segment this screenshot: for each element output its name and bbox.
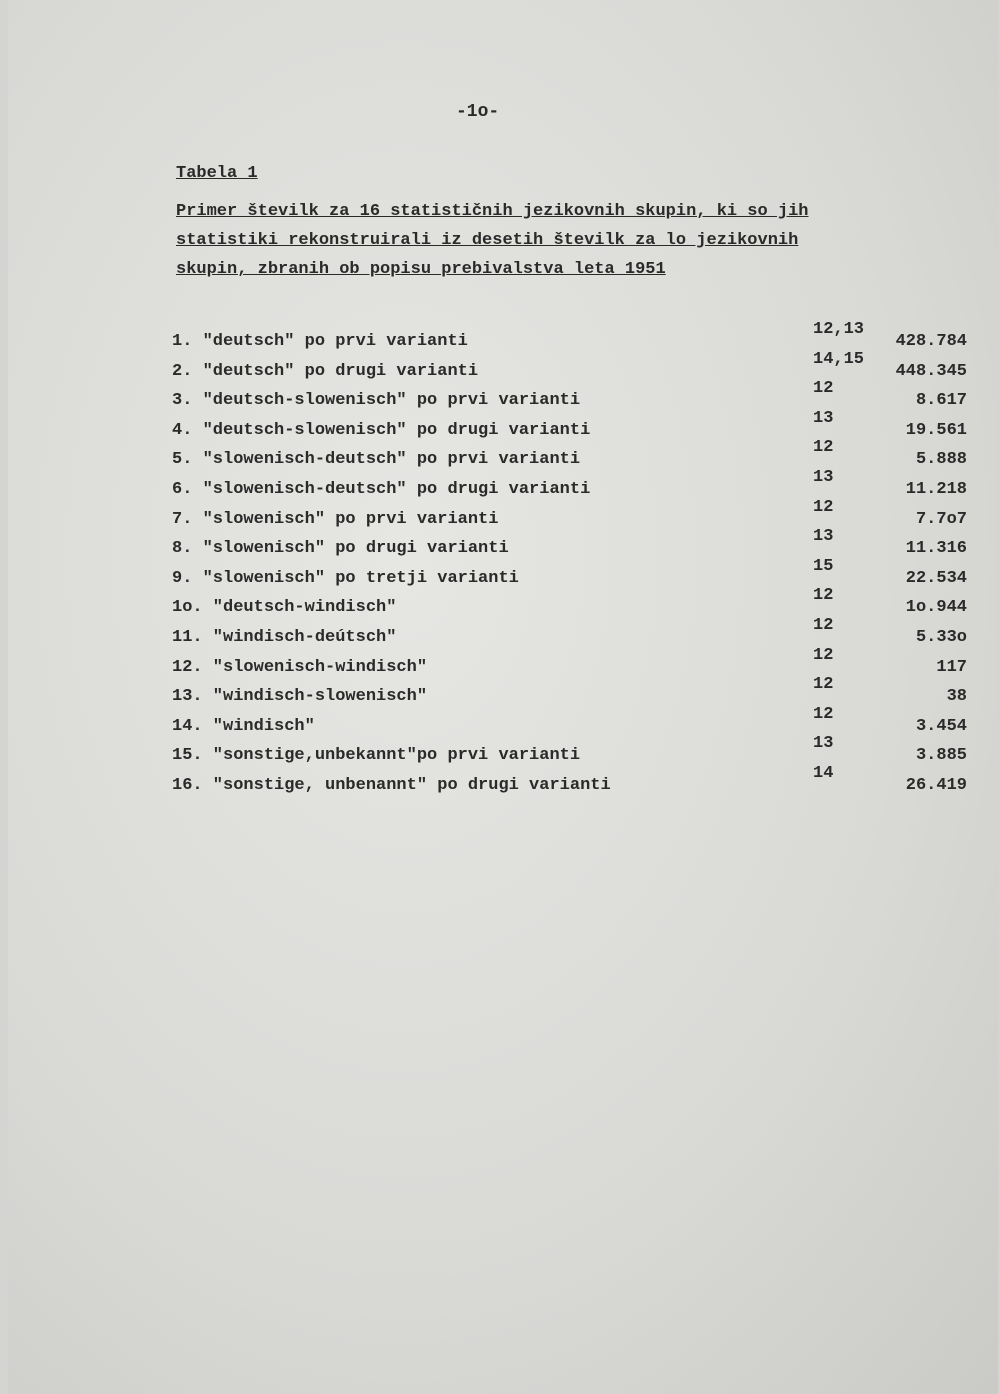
row-footnote-ref: 12 — [813, 586, 834, 606]
row-label: 12. "slowenisch-windisch" — [172, 657, 428, 677]
row-value: 19.561 — [905, 420, 967, 440]
row-label: 13. "windisch-slowenisch" — [172, 687, 428, 707]
table-row — [172, 615, 967, 658]
row-label: 5. "slowenisch-deutsch" po prvi varianti — [172, 450, 581, 470]
row-label: 8. "slowenisch" po drugi varianti — [172, 539, 509, 559]
row-value: 22.534 — [905, 568, 967, 588]
row-footnote-ref: 12 — [813, 438, 834, 458]
table-row — [172, 675, 967, 717]
scanned-page — [8, 0, 998, 1394]
row-footnote-ref: 12,13 — [813, 320, 865, 339]
row-footnote-ref: 12 — [813, 675, 834, 695]
row-value: 8.617 — [915, 391, 967, 411]
row-footnote-ref: 13 — [813, 467, 834, 487]
row-value: 1o.944 — [905, 598, 967, 618]
table-caption — [176, 197, 956, 284]
table-row — [172, 586, 967, 628]
row-footnote-ref: 12 — [813, 645, 834, 665]
table-row — [172, 645, 967, 688]
row-label: 14. "windisch" — [172, 716, 315, 736]
row-value: 3.454 — [915, 716, 967, 736]
row-value: 3.885 — [915, 746, 967, 766]
row-footnote-ref: 12 — [813, 615, 834, 635]
table-row — [172, 497, 967, 540]
row-value: 448.345 — [895, 361, 967, 381]
row-footnote-ref: 13 — [813, 734, 834, 754]
row-label: 3. "deutsch-slowenisch" po prvi varianti — [172, 391, 581, 411]
row-label: 9. "slowenisch" po tretji varianti — [172, 568, 519, 588]
row-footnote-ref: 12 — [813, 497, 834, 517]
page-number: -1o- — [456, 102, 500, 122]
table-row — [172, 438, 967, 480]
table-row — [172, 408, 967, 451]
caption-line: Primer številk za 16 statističnih jezikovnih skupin, ki so jih — [176, 202, 809, 221]
row-label: 4. "deutsch-slowenisch" po drugi varianti — [172, 420, 591, 440]
row-label: 6. "slowenisch-deutsch" po drugi varianti — [172, 479, 591, 499]
table-title: Tabela 1 — [176, 164, 258, 183]
row-value: 5.33o — [915, 627, 967, 647]
table-row — [172, 556, 967, 599]
table-row — [172, 467, 967, 510]
row-value: 11.218 — [905, 479, 967, 499]
row-footnote-ref: 14,15 — [813, 349, 865, 369]
row-footnote-ref: 12 — [813, 704, 834, 724]
row-value: 428.784 — [895, 332, 967, 351]
row-footnote-ref: 13 — [813, 527, 834, 547]
table-row — [172, 379, 967, 421]
row-value: 26.419 — [905, 775, 967, 795]
row-label: 7. "slowenisch" po prvi varianti — [172, 509, 499, 529]
row-label: 1o. "deutsch-windisch" — [172, 598, 397, 618]
caption-line: statistiki rekonstruirali iz desetih številk za lo jezikovnih — [176, 231, 799, 250]
row-footnote-ref: 14 — [813, 763, 834, 783]
row-value: 7.7o7 — [915, 509, 967, 529]
row-label: 15. "sonstige,unbekannt"po prvi varianti — [172, 746, 581, 766]
row-label: 1. "deutsch" po prvi varianti — [172, 332, 468, 351]
row-label: 11. "windisch-deútsch" — [172, 627, 397, 647]
row-footnote-ref: 13 — [813, 408, 834, 428]
row-footnote-ref: 15 — [813, 556, 834, 576]
row-value: 117 — [936, 657, 967, 677]
row-label: 2. "deutsch" po drugi varianti — [172, 361, 479, 381]
row-value: 11.316 — [905, 539, 967, 559]
table-row — [172, 704, 967, 747]
table-row — [172, 734, 967, 776]
table-rows — [172, 320, 967, 806]
caption-line: skupin, zbranih ob popisu prebivalstva leta 1951 — [176, 260, 666, 279]
table-row — [172, 763, 967, 806]
row-label: 16. "sonstige, unbenannt" po drugi varianti — [172, 775, 611, 795]
row-value: 38 — [946, 687, 967, 707]
row-value: 5.888 — [915, 450, 967, 470]
table-row — [172, 527, 967, 569]
row-footnote-ref: 12 — [813, 379, 834, 399]
table-row — [172, 320, 967, 362]
table-row — [172, 349, 967, 392]
